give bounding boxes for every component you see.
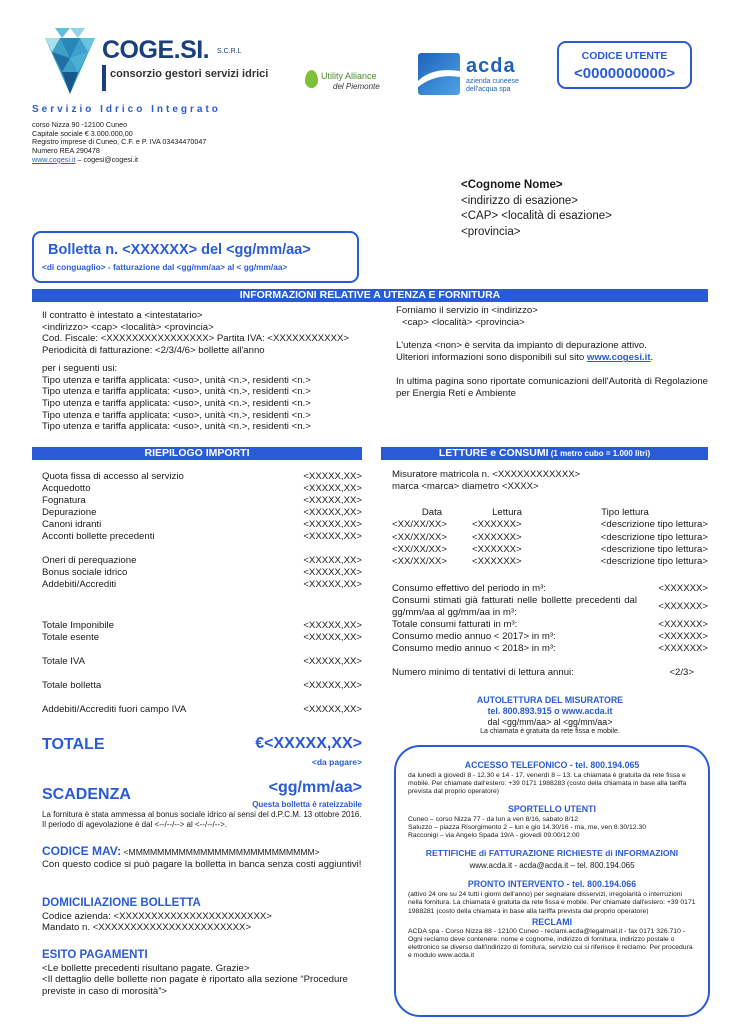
- recipient-address: <indirizzo di esazione>: [461, 194, 578, 207]
- amount-spacer: [42, 543, 362, 555]
- autolettura-contacts: tel. 800.893.915 o www.acda.it: [487, 706, 613, 716]
- info-right: [396, 305, 708, 399]
- utility-alliance-logo: [305, 68, 395, 104]
- sportello-racconigi: Racconigi – via Angelo Spada 19/A - giovedì 09:00/12:00: [408, 832, 580, 840]
- riepilogo-heading: RIEPILOGO IMPORTI: [32, 447, 362, 460]
- totale-consumi: Totale consumi fatturati in m³: <XXXXXX>: [392, 619, 708, 630]
- amount-row: Bonus sociale idrico <XXXXX,XX>: [42, 567, 362, 578]
- alliance-line2: del Piemonte: [333, 82, 380, 91]
- company-rea: Numero REA 290478: [32, 146, 100, 156]
- usage-line: Tipo utenza e tariffa applicata: <uso>, unità <n.>, residenti <n.>: [42, 397, 311, 409]
- codice-utente-value: <0000000000>: [574, 65, 675, 82]
- col-tipo: Tipo lettura: [601, 507, 649, 518]
- table-row: <XX/XX/XX> <XXXXXX> <descrizione tipo lettura>: [392, 556, 708, 568]
- consumo-medio-2018: Consumo medio annuo < 2018> in m³: <XXXXXX>: [392, 643, 708, 654]
- amount-row: Fognatura <XXXXX,XX>: [42, 495, 362, 506]
- mav-heading: CODICE MAV:: [42, 844, 122, 858]
- riepilogo-rows: [42, 471, 362, 591]
- meter-brand: marca <marca> diametro <XXXX>: [392, 481, 539, 492]
- total-row: Addebiti/Accrediti fuori campo IVA <XXXXX,XX>: [42, 704, 362, 715]
- supply-city: <cap> <località> <provincia>: [402, 316, 525, 328]
- scadenza-label: SCADENZA: [42, 786, 131, 803]
- mav-block: [42, 846, 372, 870]
- depuration-more: Ulteriori informazioni sono disponibili sul sito www.cogesi.it.: [396, 352, 654, 364]
- totale-value: €<XXXXX,XX>: [255, 735, 362, 752]
- esito-heading: ESITO PAGAMENTI: [42, 949, 148, 961]
- meter-info: [392, 469, 580, 493]
- totale-note: <da pagare>: [311, 757, 362, 767]
- company-info: [32, 121, 206, 165]
- letture-heading: LETTURE e CONSUMI (1 metro cubo = 1.000 litri): [381, 447, 708, 460]
- info-heading: INFORMAZIONI RELATIVE A UTENZA E FORNITURA: [32, 289, 708, 302]
- pronto-title: PRONTO INTERVENTO - tel. 800.194.066: [467, 879, 637, 890]
- amount-row: Addebiti/Accrediti <XXXXX,XX>: [42, 579, 362, 590]
- cogesi-link[interactable]: www.cogesi.it: [32, 154, 76, 164]
- bonus-text: La fornitura è stata ammessa al bonus sociale idrico ai sensi del d.P.C.M. 13 ottobre 2016. Il periodo di agevolazione è dal <--/--/--> al <--/--/-->.: [42, 810, 362, 830]
- pronto-text: (attivo 24 ore su 24 tutti i giorni dell'anno) per segnalare disservizi, irregolarità o interruzioni nella fornitura. La chiamata è gratuita da rete fissa e mobile. Per chiamate dall'estero: +39 0171 1988281 (costo della chiamata in base alla tariffa prevista dal proprio operatore): [408, 891, 696, 915]
- bill-subtitle: <di conguaglio> - fatturazione dal <gg/mm/aa> al < gg/mm/aa>: [42, 262, 288, 272]
- company-capital: Capitale sociale € 3.000.000,00: [32, 128, 133, 138]
- table-row: <XX/XX/XX> <XXXXXX> <descrizione tipo lettura>: [392, 519, 708, 531]
- sportello-cuneo: Cuneo – corso Nizza 77 - da lun a ven 8/16, sabato 8/12: [408, 815, 579, 823]
- consumption-block: [392, 583, 708, 679]
- usage-line: Tipo utenza e tariffa applicata: <uso>, unità <n.>, residenti <n.>: [42, 386, 311, 398]
- depuration-status: L'utenza <non> è servita da impianto di depurazione attivo.: [396, 340, 647, 352]
- cogesi-logo: [40, 24, 300, 100]
- mav-text: Con questo codice si può pagare la bolletta in banca senza costi aggiuntivi!: [42, 858, 362, 870]
- tentativi-lettura: Numero minimo di tentativi di lettura annui: <2/3>: [392, 667, 694, 678]
- acda-sub1: azienda cuneese: [466, 78, 519, 85]
- autolettura-block: [392, 695, 708, 735]
- table-row: <XX/XX/XX> <XXXXXX> <descrizione tipo lettura>: [392, 531, 708, 543]
- sportello-list: [408, 816, 696, 841]
- table-header: [392, 507, 708, 519]
- uses-label: per i seguenti usi:: [42, 362, 118, 374]
- totale-label: TOTALE: [42, 736, 105, 753]
- cogesi-email: – cogesi@cogesi.it: [75, 154, 138, 164]
- contacts-content: [408, 760, 696, 961]
- acda-wave-icon: [418, 53, 460, 95]
- sportello-saluzzo: Saluzzo – piazza Risorgimento 2 – lun e gio 14.30/16 - ma, me, ven 8.30/12.30: [408, 823, 647, 831]
- scadenza-value: <gg/mm/aa>: [268, 779, 362, 796]
- water-drop-icon: [305, 70, 318, 88]
- accesso-title: ACCESSO TELEFONICO - tel. 800.194.065: [464, 760, 640, 770]
- alliance-line1: Utility Alliance: [321, 71, 377, 81]
- recipient-name: <Cognome Nome>: [461, 179, 563, 191]
- contract-address: <indirizzo> <cap> <località> <provincia>: [42, 321, 214, 333]
- mav-code: <MMMMMMMMMMMMMMMMMMMMMMMMMM>: [121, 847, 320, 857]
- total-row: Totale IVA <XXXXX,XX>: [42, 656, 362, 667]
- table-row: <XX/XX/XX> <XXXXXX> <descrizione tipo lettura>: [392, 543, 708, 555]
- info-left: [42, 310, 349, 433]
- logo-divider: [102, 65, 106, 91]
- readings-table: [392, 507, 708, 568]
- supply-address: Forniamo il servizio in <indirizzo>: [396, 305, 538, 316]
- usage-line: Tipo utenza e tariffa applicata: <uso>, unità <n.>, residenti <n.>: [42, 421, 311, 433]
- usage-line: Tipo utenza e tariffa applicata: <uso>, unità <n.>, residenti <n.>: [42, 374, 311, 386]
- consumo-medio-2017: Consumo medio annuo < 2017> in m³: <XXXXXX>: [392, 631, 708, 642]
- acda-sub2: dell'acqua spa: [466, 86, 511, 93]
- domiciliazione-heading: DOMICILIAZIONE BOLLETTA: [42, 897, 201, 909]
- contract-holder: Il contratto è intestato a <intestatario>: [42, 310, 203, 321]
- codice-utente-box: [557, 41, 692, 89]
- riepilogo-totals: [42, 620, 362, 716]
- company-address: corso Nizza 90 -12100 Cuneo: [32, 120, 128, 129]
- bill-title: Bolletta n. <XXXXXX> del <gg/mm/aa>: [48, 242, 311, 258]
- billing-frequency: Periodicità di fatturazione: <2/3/4/6> bollette all'anno: [42, 345, 265, 357]
- total-row: Totale esente <XXXXX,XX>: [42, 632, 362, 643]
- amount-row: Acconti bollette precedenti <XXXXX,XX>: [42, 531, 362, 542]
- amount-row: Quota fissa di accesso al servizio <XXXXX,XX>: [42, 471, 362, 482]
- rettifiche-text: www.acda.it - acda@acda.it – tel. 800.194.065: [469, 861, 635, 871]
- logo-brand: COGE.SI.: [102, 36, 210, 64]
- autolettura-period: dal <gg/mm/aa> al <gg/mm/aa>: [487, 717, 613, 727]
- reclami-text: ACDA spa - Corso Nizza 88 - 12100 Cuneo - reclami.acda@legalmail.it - fax 0171 326.710 - Ogni reclamo deve contenere: nome e cognome, indirizzo di fornitura, indirizzo postale o elettronico se diverso dall'indirizzo di fornitura, servizio cui si riferisce il reclamo. Per procedura e modulo www.acda.it: [408, 927, 693, 960]
- usage-line: Tipo utenza e tariffa applicata: <uso>, unità <n.>, residenti <n.>: [42, 409, 311, 421]
- sportello-title: SPORTELLO UTENTI: [508, 803, 596, 814]
- esito-block: [42, 950, 372, 997]
- rateizzabile-note: Questa bolletta è rateizzabile: [252, 800, 362, 809]
- mandato: Mandato n. <XXXXXXXXXXXXXXXXXXXXXXX>: [42, 922, 252, 933]
- amount-row: Oneri di perequazione <XXXXX,XX>: [42, 555, 362, 566]
- recipient-block: [461, 178, 612, 240]
- recipient-cap-city: <CAP> <località di esazione>: [461, 210, 612, 222]
- codice-utente-label: CODICE UTENTE: [581, 50, 668, 62]
- acda-logo: [418, 53, 542, 97]
- cogesi-site-link[interactable]: www.cogesi.it: [586, 352, 651, 364]
- amount-row: Acquedotto <XXXXX,XX>: [42, 483, 362, 494]
- contract-fiscal: Cod. Fiscale: <XXXXXXXXXXXXXXXX> Partita IVA: <XXXXXXXXXXX>: [42, 333, 349, 345]
- meter-serial: Misuratore matricola n. <XXXXXXXXXXXX>: [392, 469, 581, 480]
- bill-box: [32, 231, 359, 283]
- consumi-stimati: Consumi stimati già fatturati nelle bollette precedenti dal gg/mm/aa al gg/mm/aa in m³: <XXXXXX>: [392, 595, 708, 618]
- company-registry: Registro imprese di Cuneo, C.F. e P. IVA 03434470047: [32, 137, 207, 147]
- amount-row: Canoni idranti <XXXXX,XX>: [42, 519, 362, 530]
- recipient-province: <provincia>: [461, 225, 521, 238]
- autolettura-title: AUTOLETTURA DEL MISURATORE: [476, 695, 624, 705]
- company-web: [32, 156, 206, 165]
- esito-line1: <Le bollette precedenti risultano pagate. Grazie>: [42, 962, 250, 974]
- total-row: Totale Imponibile <XXXXX,XX>: [42, 620, 362, 631]
- accesso-text: da lunedì a giovedì 8 - 12.30 e 14 - 17, venerdì 8 – 13. La chiamata è gratuita da rete fissa e mobile. Per chiamate dall'estero: +39 0171 1988283 (costo della chiamata in base alla tariffa prevista dal proprio operatore): [408, 772, 687, 796]
- diamond-logo-icon: [40, 24, 100, 96]
- authority-note: In ultima pagina sono riportate comunicazioni dell'Autorità di Regolazione per Energia Reti e Ambiente: [396, 375, 708, 399]
- reclami-title: RECLAMI: [531, 916, 573, 927]
- autolettura-note: La chiamata è gratuita da rete fissa e mobile.: [480, 728, 620, 735]
- service-name: Servizio Idrico Integrato: [32, 104, 221, 115]
- rettifiche-title: RETTIFICHE di FATTURAZIONE RICHIESTE di INFORMAZIONI: [425, 848, 679, 859]
- col-data: Data: [421, 507, 443, 518]
- domiciliazione-block: [42, 898, 372, 934]
- codice-azienda: Codice azienda: <XXXXXXXXXXXXXXXXXXXXXXX>: [42, 910, 272, 922]
- logo-tagline: consorzio gestori servizi idrici: [110, 68, 269, 80]
- esito-line2: <Il dettaglio delle bollette non pagate è riportato alla sezione “Procedure previste in caso di morosità”>: [42, 974, 348, 997]
- total-row: Totale bolletta <XXXXX,XX>: [42, 680, 362, 691]
- consumo-effettivo: Consumo effettivo del periodo in m³: <XXXXXX>: [392, 583, 708, 594]
- logo-suffix: S.C.R.L: [217, 48, 242, 55]
- acda-name: acda: [466, 55, 516, 77]
- col-lettura: Lettura: [492, 507, 522, 518]
- amount-row: Depurazione <XXXXX,XX>: [42, 507, 362, 518]
